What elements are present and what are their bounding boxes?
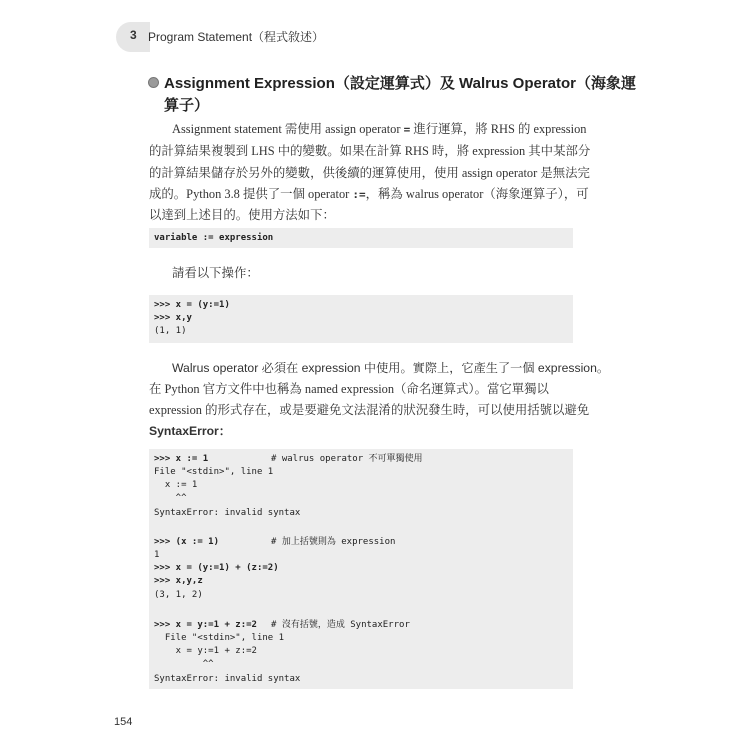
inline-code-assign: =: [403, 123, 411, 136]
code-line: >>> x,y,z: [154, 576, 203, 586]
code-line: x = y:=1 + z:=2: [154, 646, 257, 656]
chapter-title: Program Statement（程式敘述）: [148, 30, 325, 44]
code-line: SyntaxError: invalid syntax: [154, 674, 301, 684]
code-line: variable := expression: [154, 233, 274, 243]
code-comment: # 加上括號則為 expression: [271, 537, 396, 547]
code-line: File "<stdin>", line 1: [154, 467, 274, 477]
heading-bullet-icon: [148, 77, 159, 88]
code-line: ^^: [154, 659, 214, 669]
code-line: ^^: [154, 493, 187, 503]
section-heading: Assignment Expression（設定運算式）及 Walrus Operator（海象運: [164, 75, 637, 92]
paragraph-1-line-2: 的計算結果複製到 LHS 中的變數。如果在計算 RHS 時，將 expression 其中某部分: [149, 144, 591, 158]
paragraph-2-line-2: 在 Python 官方文件中也稱為 named expression（命名運算式）。當它單獨以: [149, 382, 549, 396]
code-line: (3, 1, 2): [154, 590, 203, 600]
chapter-number: 3: [130, 28, 137, 42]
code-line: >>> (x := 1): [154, 537, 220, 547]
paragraph-2-line-4: SyntaxError：: [149, 424, 231, 438]
code-comment: # 沒有括號，造成 SyntaxError: [271, 620, 410, 630]
code-line: File "<stdin>", line 1: [154, 633, 285, 643]
code-block-syntax: [149, 228, 573, 248]
paragraph-1-line-5: 以達到上述目的。使用方法如下：: [149, 208, 335, 222]
page-number: 154: [114, 716, 133, 728]
code-line: SyntaxError: invalid syntax: [154, 508, 301, 518]
code-line: x := 1: [154, 480, 198, 490]
code-line: 1: [154, 550, 160, 560]
section-heading-continued: 算子）: [164, 97, 210, 114]
code-block-example-2: [149, 449, 573, 689]
inline-code-walrus: :=: [352, 188, 366, 201]
code-line: >>> x = (y:=1): [154, 300, 230, 310]
code-line: >>> x = (y:=1) + (z:=2): [154, 563, 279, 573]
paragraph-2-line-1: Walrus operator 必須在 expression 中使用。實際上，它產生了一個 expression。: [172, 361, 610, 375]
code-line: >>> x := 1: [154, 454, 209, 464]
paragraph-1-line-3: 的計算結果儲存於另外的變數，供後續的運算使用，使用 assign operator 是無法完: [149, 166, 590, 180]
paragraph-1-line-4: 成的。Python 3.8 提供了一個 operator :=，稱為 walrus operator（海象運算子），可: [149, 187, 589, 201]
code-line: (1, 1): [154, 326, 187, 336]
code-line: >>> x = y:=1 + z:=2: [154, 620, 257, 630]
code-line: >>> x,y: [154, 313, 192, 323]
intro-text: 請看以下操作：: [172, 266, 259, 280]
code-block-example-1: [149, 295, 573, 343]
paragraph-2-line-3: expression 的形式存在，或是要避免文法混淆的狀況發生時，可以使用括號以避免: [149, 403, 590, 417]
code-comment: # walrus operator 不可單獨使用: [271, 454, 423, 464]
paragraph-1-line-1: Assignment statement 需使用 assign operator = 進行運算，將 RHS 的 expression: [172, 122, 587, 136]
